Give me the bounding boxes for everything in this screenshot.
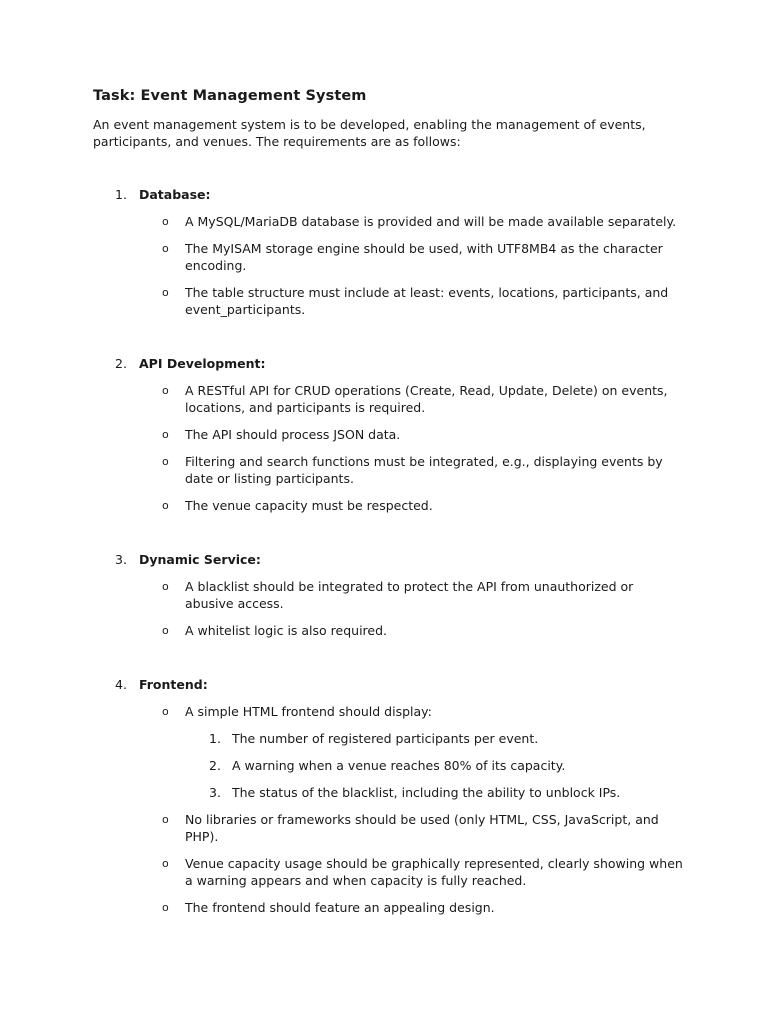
bullet-marker: o [162,813,169,826]
sublist-item-text: A warning when a venue reaches 80% of its capacity. [232,758,566,773]
bullet-marker: o [162,499,169,512]
list-item [93,578,683,612]
section-number: 2. [115,356,127,371]
sublist-item [93,730,683,747]
list-item [93,855,683,889]
section-title: Database: [139,187,211,202]
bullet-list [93,213,688,318]
bullet-marker: o [162,857,169,870]
list-item [93,703,683,801]
sublist-number: 1. [209,731,221,746]
list-item-text: A simple HTML frontend should display: [185,704,432,719]
sublist-item-text: The number of registered participants per event. [232,731,539,746]
bullet-list [93,703,688,916]
intro-paragraph: An event management system is to be developed, enabling the management of events, participants, and venues. The requirements are as follows: [93,117,646,149]
bullet-marker: o [162,428,169,441]
bullet-list [93,578,688,639]
list-item [93,382,683,416]
bullet-marker: o [162,286,169,299]
bullet-marker: o [162,215,169,228]
sublist-number: 3. [209,785,221,800]
section-heading [93,551,688,568]
list-item [93,426,683,443]
section-number: 1. [115,187,127,202]
list-item-text: Filtering and search functions must be integrated, e.g., displaying events by date or listing participants. [185,454,663,486]
section-heading [93,186,688,203]
list-item [93,453,683,487]
list-item-text: No libraries or frameworks should be used (only HTML, CSS, JavaScript, and PHP). [185,812,659,844]
list-item [93,213,683,230]
bullet-marker: o [162,242,169,255]
section-number: 4. [115,677,127,692]
list-item-text: A blacklist should be integrated to protect the API from unauthorized or abusive access. [185,579,634,611]
list-item [93,899,683,916]
list-item-text: A MySQL/MariaDB database is provided and will be made available separately. [185,214,677,229]
list-item-text: The venue capacity must be respected. [185,498,433,513]
bullet-list [93,382,688,514]
sublist-item-text: The status of the blacklist, including the ability to unblock IPs. [232,785,621,800]
section-heading [93,355,688,372]
list-item [93,622,683,639]
bullet-marker: o [162,580,169,593]
sublist-item [93,757,683,774]
list-item-text: Venue capacity usage should be graphically represented, clearly showing when a warning appears and when capacity is fully reached. [185,856,683,888]
section-dynamic-service [93,551,688,639]
bullet-marker: o [162,384,169,397]
list-item-text: The table structure must include at least: events, locations, participants, and event_participants. [185,285,669,317]
section-title: API Development: [139,356,266,371]
section-number: 3. [115,552,127,567]
bullet-marker: o [162,455,169,468]
section-database [93,186,688,318]
bullet-marker: o [162,705,169,718]
bullet-marker: o [162,901,169,914]
document-title: Task: Event Management System [93,88,367,104]
list-item-text: A whitelist logic is also required. [185,623,388,638]
list-item-text: The MyISAM storage engine should be used, with UTF8MB4 as the character encoding. [185,241,663,273]
section-heading [93,676,688,693]
list-item-text: The frontend should feature an appealing design. [185,900,495,915]
section-frontend [93,676,688,916]
list-item-text: A RESTful API for CRUD operations (Create, Read, Update, Delete) on events, locations, and participants is required. [185,383,668,415]
list-item [93,240,683,274]
list-item-text: The API should process JSON data. [185,427,401,442]
bullet-marker: o [162,624,169,637]
numbered-sublist [93,730,683,801]
list-item [93,497,683,514]
section-title: Dynamic Service: [139,552,261,567]
section-api-development [93,355,688,514]
list-item [93,284,683,318]
sublist-number: 2. [209,758,221,773]
section-title: Frontend: [139,677,208,692]
list-item [93,811,683,845]
sublist-item [93,784,683,801]
